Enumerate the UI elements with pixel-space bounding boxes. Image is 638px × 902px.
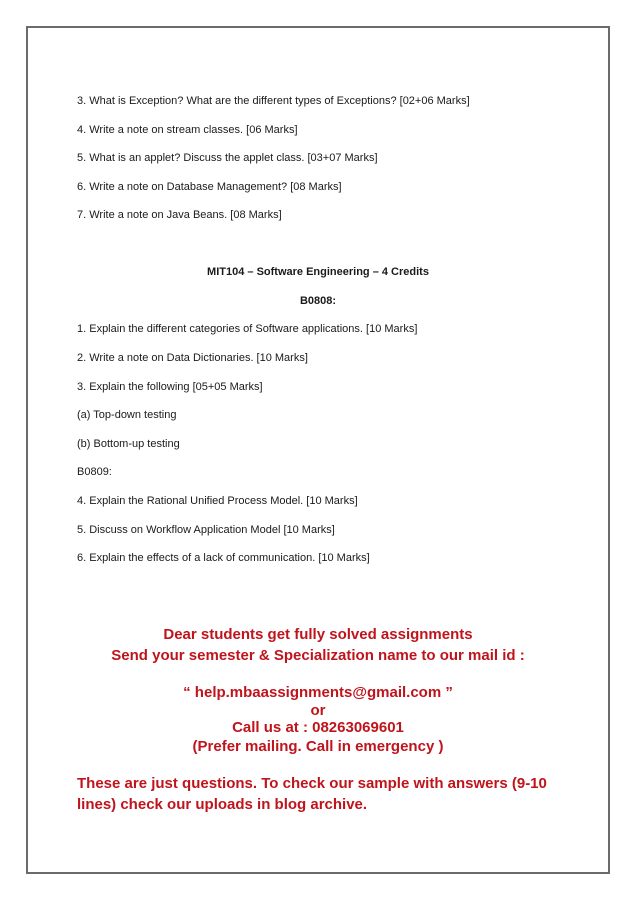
section-code-b0809: B0809: bbox=[77, 466, 112, 478]
question-line: 2. Write a note on Data Dictionaries. [10 Marks] bbox=[77, 352, 308, 364]
promo-instruction: Send your semester & Specialization name to our mail id : bbox=[111, 647, 525, 664]
question-line: 5. What is an applet? Discuss the applet class. [03+07 Marks] bbox=[77, 152, 378, 164]
promo-phone: Call us at : 08263069601 bbox=[232, 719, 404, 736]
promo-footer: These are just questions. To check our sample with answers (9-10 lines) check our uploads in blog archive. bbox=[77, 775, 547, 813]
promo-email: “ help.mbaassignments@gmail.com ” bbox=[183, 684, 453, 701]
question-line: 6. Explain the effects of a lack of communication. [10 Marks] bbox=[77, 552, 370, 564]
question-subitem: (a) Top-down testing bbox=[77, 409, 177, 421]
question-line: 1. Explain the different categories of Software applications. [10 Marks] bbox=[77, 323, 418, 335]
question-line: 3. What is Exception? What are the different types of Exceptions? [02+06 Marks] bbox=[77, 95, 470, 107]
question-line: 5. Discuss on Workflow Application Model [10 Marks] bbox=[77, 524, 335, 536]
section-code: B0808: bbox=[299, 295, 337, 307]
question-subitem: (b) Bottom-up testing bbox=[77, 438, 180, 450]
promo-or: or bbox=[310, 702, 326, 719]
question-line: 3. Explain the following [05+05 Marks] bbox=[77, 381, 263, 393]
course-title: MIT104 – Software Engineering – 4 Credits bbox=[207, 266, 429, 278]
question-line: 6. Write a note on Database Management? [08 Marks] bbox=[77, 181, 342, 193]
promo-note: (Prefer mailing. Call in emergency ) bbox=[192, 738, 444, 755]
promo-headline: Dear students get fully solved assignments bbox=[163, 626, 473, 643]
question-line: 4. Explain the Rational Unified Process Model. [10 Marks] bbox=[77, 495, 358, 507]
question-line: 4. Write a note on stream classes. [06 Marks] bbox=[77, 124, 298, 136]
question-line: 7. Write a note on Java Beans. [08 Marks] bbox=[77, 209, 282, 221]
